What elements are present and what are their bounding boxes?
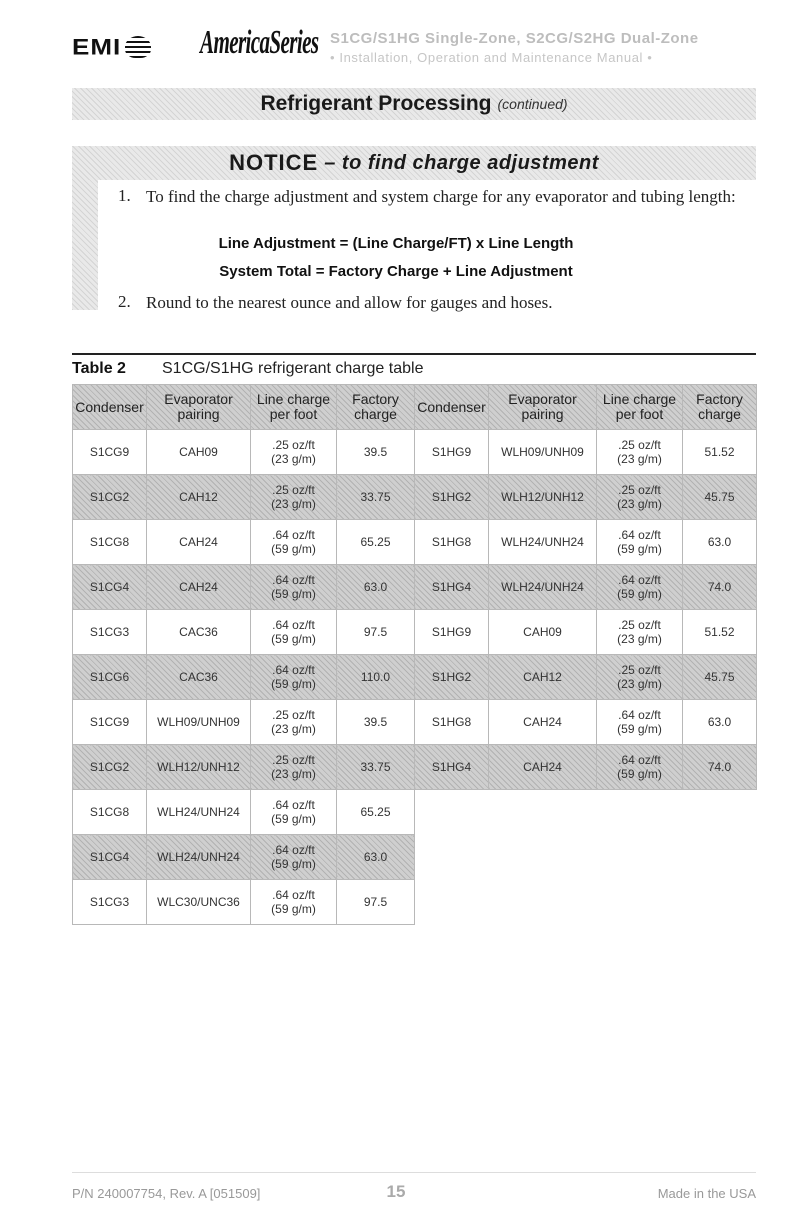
table-empty-cell bbox=[489, 880, 597, 925]
condenser-cell-text: S1CG2 bbox=[89, 490, 130, 504]
factory-charge-cell bbox=[337, 610, 415, 655]
factory-charge-cell-text: 45.75 bbox=[704, 490, 735, 504]
evaporator-cell bbox=[147, 745, 251, 790]
evaporator-cell bbox=[489, 475, 597, 520]
factory-charge-cell bbox=[683, 565, 757, 610]
table-empty-cell bbox=[597, 790, 683, 835]
line-charge-cell-text: .25 oz/ft bbox=[618, 438, 661, 452]
evaporator-cell-text: CAH24 bbox=[523, 760, 562, 774]
line-charge-cell-text: (59 g/m) bbox=[271, 902, 316, 916]
condenser-cell-text: S1CG2 bbox=[89, 760, 130, 774]
evaporator-cell bbox=[147, 655, 251, 700]
factory-charge-cell bbox=[337, 430, 415, 475]
table-top-rule bbox=[72, 353, 756, 355]
evaporator-cell bbox=[489, 610, 597, 655]
footer-rule bbox=[72, 1172, 756, 1173]
line-charge-cell-text: (59 g/m) bbox=[617, 767, 662, 781]
notice-item-number: 2. bbox=[118, 292, 131, 311]
evaporator-cell-text: CAH09 bbox=[179, 445, 218, 459]
line-charge-cell-text: .64 oz/ft bbox=[618, 753, 661, 767]
factory-charge-cell-text: 51.52 bbox=[704, 445, 735, 459]
table-column-header bbox=[489, 385, 597, 430]
notice-header bbox=[72, 146, 756, 180]
condenser-cell bbox=[73, 880, 147, 925]
factory-charge-cell bbox=[337, 655, 415, 700]
condenser-cell-text: S1HG4 bbox=[431, 580, 472, 594]
condenser-cell bbox=[415, 610, 489, 655]
manual-title: S1CG/S1HG Single-Zone, S2CG/S2HG Dual-Zone bbox=[330, 30, 699, 47]
line-charge-cell-text: .64 oz/ft bbox=[272, 843, 315, 857]
table-header-text: per foot bbox=[615, 406, 664, 422]
evaporator-cell-text: CAH12 bbox=[523, 670, 562, 684]
manual-subtitle-text: Installation, Operation and Maintenance Manual bbox=[339, 50, 644, 65]
table-column-header bbox=[683, 385, 757, 430]
section-header bbox=[72, 88, 756, 120]
evaporator-cell bbox=[147, 700, 251, 745]
notice-item-text: To find the charge adjustment and system charge for any evaporator and tubing length: bbox=[146, 187, 736, 206]
line-charge-cell bbox=[597, 565, 683, 610]
table-empty-cell bbox=[683, 880, 757, 925]
table-row bbox=[73, 880, 757, 925]
table-header-text: Factory bbox=[352, 391, 399, 407]
table-header-text: Evaporator bbox=[508, 391, 577, 407]
evaporator-cell bbox=[147, 610, 251, 655]
evaporator-cell bbox=[147, 880, 251, 925]
condenser-cell-text: S1CG8 bbox=[89, 535, 130, 549]
line-charge-cell-text: (23 g/m) bbox=[271, 722, 316, 736]
evaporator-cell-text: CAH24 bbox=[523, 715, 562, 729]
condenser-cell bbox=[73, 520, 147, 565]
condenser-cell bbox=[73, 610, 147, 655]
line-charge-cell-text: (23 g/m) bbox=[617, 497, 662, 511]
factory-charge-cell bbox=[683, 520, 757, 565]
table-header-text: Line charge bbox=[256, 391, 331, 407]
table-header-row bbox=[73, 385, 757, 430]
table-row bbox=[73, 430, 757, 475]
factory-charge-cell-text: 63.0 bbox=[363, 850, 388, 864]
line-charge-cell bbox=[251, 610, 337, 655]
condenser-cell bbox=[73, 430, 147, 475]
condenser-cell-text: S1CG4 bbox=[89, 580, 130, 594]
factory-charge-cell-text: 63.0 bbox=[707, 535, 732, 549]
line-charge-cell-text: .25 oz/ft bbox=[618, 663, 661, 677]
factory-charge-cell-text: 45.75 bbox=[704, 670, 735, 684]
line-charge-cell-text: (59 g/m) bbox=[617, 542, 662, 556]
factory-charge-cell bbox=[337, 475, 415, 520]
factory-charge-cell bbox=[337, 700, 415, 745]
factory-charge-cell-text: 39.5 bbox=[363, 445, 388, 459]
condenser-cell-text: S1HG8 bbox=[431, 715, 472, 729]
line-charge-cell-text: .64 oz/ft bbox=[618, 708, 661, 722]
evaporator-cell-text: CAC36 bbox=[179, 670, 218, 684]
part-number: P/N 240007754, Rev. A [051509] bbox=[72, 1186, 261, 1201]
line-charge-cell-text: (59 g/m) bbox=[271, 677, 316, 691]
table-row bbox=[73, 835, 757, 880]
condenser-cell-text: S1HG4 bbox=[431, 760, 472, 774]
made-in-usa: Made in the USA bbox=[657, 1186, 756, 1201]
evaporator-cell-text: CAH09 bbox=[523, 625, 562, 639]
line-charge-cell-text: .64 oz/ft bbox=[618, 573, 661, 587]
evaporator-cell bbox=[147, 565, 251, 610]
line-charge-cell-text: .64 oz/ft bbox=[272, 798, 315, 812]
evaporator-cell-text: CAH12 bbox=[179, 490, 218, 504]
line-charge-cell bbox=[251, 520, 337, 565]
factory-charge-cell bbox=[337, 745, 415, 790]
line-charge-cell bbox=[597, 655, 683, 700]
evaporator-cell bbox=[147, 790, 251, 835]
table-header-text: pairing bbox=[521, 406, 564, 422]
table-empty-cell bbox=[597, 835, 683, 880]
factory-charge-cell-text: 65.25 bbox=[360, 535, 391, 549]
factory-charge-cell bbox=[683, 745, 757, 790]
section-title: Refrigerant Processing bbox=[260, 92, 492, 115]
condenser-cell bbox=[415, 565, 489, 610]
line-charge-cell-text: (23 g/m) bbox=[271, 767, 316, 781]
table-row bbox=[73, 700, 757, 745]
table-column-header bbox=[251, 385, 337, 430]
line-charge-cell-text: .64 oz/ft bbox=[272, 528, 315, 542]
line-charge-cell-text: (23 g/m) bbox=[617, 452, 662, 466]
condenser-cell bbox=[415, 520, 489, 565]
factory-charge-cell bbox=[683, 430, 757, 475]
notice-item-text: Round to the nearest ounce and allow for gauges and hoses. bbox=[146, 293, 553, 312]
line-charge-cell-text: (59 g/m) bbox=[271, 632, 316, 646]
factory-charge-cell-text: 74.0 bbox=[707, 580, 732, 594]
evaporator-cell bbox=[489, 700, 597, 745]
evaporator-cell-text: WLC30/UNC36 bbox=[157, 895, 240, 909]
line-charge-cell bbox=[251, 475, 337, 520]
table-row bbox=[73, 745, 757, 790]
evaporator-cell-text: CAH24 bbox=[179, 535, 218, 549]
line-charge-cell-text: (23 g/m) bbox=[617, 677, 662, 691]
evaporator-cell-text: WLH09/UNH09 bbox=[501, 445, 584, 459]
line-charge-cell-text: .25 oz/ft bbox=[272, 708, 315, 722]
line-charge-cell-text: .25 oz/ft bbox=[618, 618, 661, 632]
condenser-cell-text: S1CG6 bbox=[89, 670, 130, 684]
refrigerant-charge-table bbox=[72, 384, 757, 925]
evaporator-cell-text: WLH12/UNH12 bbox=[501, 490, 584, 504]
condenser-cell bbox=[73, 790, 147, 835]
evaporator-cell-text: WLH09/UNH09 bbox=[157, 715, 240, 729]
condenser-cell-text: S1HG2 bbox=[431, 670, 472, 684]
condenser-cell-text: S1CG9 bbox=[89, 445, 130, 459]
condenser-cell-text: S1CG4 bbox=[89, 850, 130, 864]
line-charge-cell bbox=[597, 700, 683, 745]
line-charge-cell-text: (23 g/m) bbox=[271, 452, 316, 466]
logo-text: EMI bbox=[72, 33, 122, 60]
factory-charge-cell bbox=[683, 610, 757, 655]
condenser-cell-text: S1HG8 bbox=[431, 535, 472, 549]
line-charge-cell bbox=[597, 610, 683, 655]
line-charge-cell bbox=[597, 430, 683, 475]
condenser-cell bbox=[73, 745, 147, 790]
condenser-cell bbox=[415, 475, 489, 520]
table-row bbox=[73, 520, 757, 565]
factory-charge-cell bbox=[683, 700, 757, 745]
formula-line-adjustment: Line Adjustment = (Line Charge/FT) x Line Length bbox=[218, 235, 574, 252]
line-charge-cell-text: .64 oz/ft bbox=[272, 663, 315, 677]
table-empty-cell bbox=[489, 835, 597, 880]
condenser-cell bbox=[73, 475, 147, 520]
manual-subtitle: • Installation, Operation and Maintenance Manual • bbox=[330, 50, 653, 65]
table-empty-cell bbox=[489, 790, 597, 835]
table-column-header bbox=[73, 385, 147, 430]
factory-charge-cell-text: 33.75 bbox=[360, 490, 391, 504]
line-charge-cell-text: (59 g/m) bbox=[271, 542, 316, 556]
table-empty-cell bbox=[415, 790, 489, 835]
factory-charge-cell bbox=[337, 835, 415, 880]
evaporator-cell bbox=[147, 430, 251, 475]
table-header-text: charge bbox=[698, 406, 741, 422]
condenser-cell-text: S1HG2 bbox=[431, 490, 472, 504]
section-continued: (continued) bbox=[497, 96, 568, 112]
series-name: AmericaSeries bbox=[200, 24, 319, 61]
evaporator-cell bbox=[147, 835, 251, 880]
line-charge-cell bbox=[251, 565, 337, 610]
factory-charge-cell-text: 33.75 bbox=[360, 760, 391, 774]
emi-logo bbox=[72, 30, 151, 64]
evaporator-cell bbox=[489, 430, 597, 475]
table-header-text: charge bbox=[354, 406, 397, 422]
line-charge-cell bbox=[251, 700, 337, 745]
table-caption: S1CG/S1HG refrigerant charge table bbox=[162, 360, 424, 377]
line-charge-cell-text: .64 oz/ft bbox=[272, 573, 315, 587]
line-charge-cell bbox=[251, 430, 337, 475]
condenser-cell bbox=[415, 655, 489, 700]
table-empty-cell bbox=[683, 835, 757, 880]
factory-charge-cell-text: 74.0 bbox=[707, 760, 732, 774]
line-charge-cell bbox=[597, 745, 683, 790]
evaporator-cell-text: CAH24 bbox=[179, 580, 218, 594]
line-charge-cell bbox=[251, 655, 337, 700]
table-row bbox=[73, 565, 757, 610]
line-charge-cell-text: .64 oz/ft bbox=[618, 528, 661, 542]
table-header-text: pairing bbox=[177, 406, 220, 422]
evaporator-cell bbox=[489, 565, 597, 610]
line-charge-cell-text: (23 g/m) bbox=[617, 632, 662, 646]
table-header-text: per foot bbox=[269, 406, 318, 422]
line-charge-cell-text: .25 oz/ft bbox=[618, 483, 661, 497]
condenser-cell-text: S1CG3 bbox=[89, 895, 130, 909]
factory-charge-cell-text: 51.52 bbox=[704, 625, 735, 639]
line-charge-cell-text: .64 oz/ft bbox=[272, 618, 315, 632]
table-row bbox=[73, 655, 757, 700]
condenser-cell-text: S1CG8 bbox=[89, 805, 130, 819]
table-label: Table 2 bbox=[72, 360, 126, 377]
condenser-cell bbox=[73, 655, 147, 700]
evaporator-cell-text: WLH24/UNH24 bbox=[157, 850, 240, 864]
line-charge-cell-text: (59 g/m) bbox=[271, 857, 316, 871]
evaporator-cell bbox=[489, 520, 597, 565]
line-charge-cell bbox=[597, 475, 683, 520]
factory-charge-cell bbox=[337, 520, 415, 565]
logo-globe-icon bbox=[125, 36, 151, 58]
table-column-header bbox=[337, 385, 415, 430]
factory-charge-cell-text: 110.0 bbox=[360, 670, 391, 684]
factory-charge-cell-text: 63.0 bbox=[363, 580, 388, 594]
evaporator-cell bbox=[489, 655, 597, 700]
line-charge-cell-text: .25 oz/ft bbox=[272, 438, 315, 452]
notice-item-number: 1. bbox=[118, 186, 131, 205]
table-row bbox=[73, 790, 757, 835]
line-charge-cell-text: (59 g/m) bbox=[271, 587, 316, 601]
factory-charge-cell bbox=[337, 880, 415, 925]
table-row bbox=[73, 475, 757, 520]
table-empty-cell bbox=[597, 880, 683, 925]
factory-charge-cell-text: 97.5 bbox=[363, 625, 388, 639]
line-charge-cell bbox=[251, 880, 337, 925]
evaporator-cell bbox=[147, 475, 251, 520]
evaporator-cell-text: WLH24/UNH24 bbox=[501, 580, 584, 594]
line-charge-cell bbox=[597, 520, 683, 565]
evaporator-cell-text: WLH12/UNH12 bbox=[157, 760, 240, 774]
table-row bbox=[73, 610, 757, 655]
factory-charge-cell bbox=[683, 655, 757, 700]
factory-charge-cell-text: 63.0 bbox=[707, 715, 732, 729]
condenser-cell bbox=[73, 835, 147, 880]
table-header-text: Condenser bbox=[417, 398, 486, 415]
line-charge-cell-text: (59 g/m) bbox=[617, 722, 662, 736]
factory-charge-cell bbox=[683, 475, 757, 520]
formula-system-total: System Total = Factory Charge + Line Adjustment bbox=[219, 263, 573, 280]
evaporator-cell bbox=[147, 520, 251, 565]
condenser-cell-text: S1CG3 bbox=[89, 625, 130, 639]
table-header-text: Evaporator bbox=[164, 391, 233, 407]
table-header-text: Line charge bbox=[602, 391, 677, 407]
condenser-cell-text: S1HG9 bbox=[431, 625, 472, 639]
line-charge-cell bbox=[251, 790, 337, 835]
table-empty-cell bbox=[683, 790, 757, 835]
table-header-text: Condenser bbox=[75, 398, 144, 415]
line-charge-cell bbox=[251, 835, 337, 880]
condenser-cell bbox=[415, 700, 489, 745]
line-charge-cell-text: (59 g/m) bbox=[617, 587, 662, 601]
line-charge-cell-text: .25 oz/ft bbox=[272, 483, 315, 497]
notice-subheading: – to find charge adjustment bbox=[324, 151, 599, 174]
factory-charge-cell-text: 97.5 bbox=[363, 895, 388, 909]
evaporator-cell-text: CAC36 bbox=[179, 625, 218, 639]
condenser-cell bbox=[73, 565, 147, 610]
factory-charge-cell bbox=[337, 565, 415, 610]
factory-charge-cell bbox=[337, 790, 415, 835]
evaporator-cell-text: WLH24/UNH24 bbox=[157, 805, 240, 819]
table-empty-cell bbox=[415, 835, 489, 880]
condenser-cell bbox=[73, 700, 147, 745]
condenser-cell-text: S1HG9 bbox=[431, 445, 472, 459]
notice-heading: NOTICE bbox=[229, 150, 319, 175]
condenser-cell-text: S1CG9 bbox=[89, 715, 130, 729]
page-number: 15 bbox=[386, 1182, 406, 1201]
factory-charge-cell-text: 39.5 bbox=[363, 715, 388, 729]
table-header-text: Factory bbox=[696, 391, 743, 407]
line-charge-cell-text: .25 oz/ft bbox=[272, 753, 315, 767]
table-column-header bbox=[147, 385, 251, 430]
line-charge-cell-text: (23 g/m) bbox=[271, 497, 316, 511]
table-empty-cell bbox=[415, 880, 489, 925]
line-charge-cell bbox=[251, 745, 337, 790]
line-charge-cell-text: .64 oz/ft bbox=[272, 888, 315, 902]
evaporator-cell-text: WLH24/UNH24 bbox=[501, 535, 584, 549]
line-charge-cell-text: (59 g/m) bbox=[271, 812, 316, 826]
condenser-cell bbox=[415, 430, 489, 475]
factory-charge-cell-text: 65.25 bbox=[360, 805, 391, 819]
condenser-cell bbox=[415, 745, 489, 790]
evaporator-cell bbox=[489, 745, 597, 790]
table-column-header bbox=[597, 385, 683, 430]
table-column-header bbox=[415, 385, 489, 430]
